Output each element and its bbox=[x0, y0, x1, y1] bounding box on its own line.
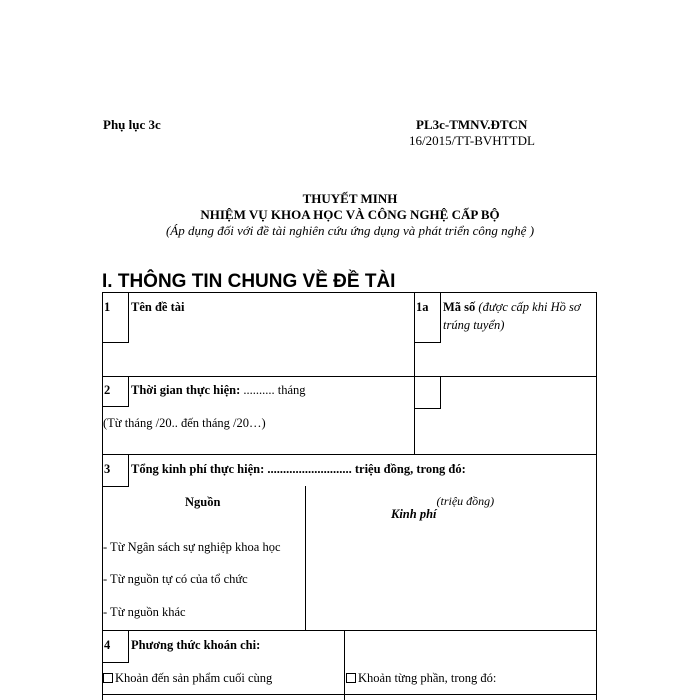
table-border bbox=[102, 662, 129, 663]
row-number: 4 bbox=[104, 638, 111, 652]
budget-header-text: Kinh phí bbox=[391, 507, 437, 521]
doc-subtitle: NHIỆM VỤ KHOA HỌC VÀ CÔNG NGHỆ CẤP BỘ bbox=[200, 207, 500, 222]
table-border bbox=[414, 408, 441, 409]
form-code: PL3c-TMNV.ĐTCN bbox=[416, 117, 528, 132]
total-budget-field bbox=[131, 462, 466, 477]
source-item: - Từ Ngân sách sự nghiệp khoa học bbox=[103, 540, 281, 554]
topic-name-label: Tên đề tài bbox=[131, 300, 185, 314]
table-border bbox=[102, 454, 597, 455]
budget-column-header bbox=[391, 494, 495, 521]
table-border bbox=[305, 486, 306, 630]
source-item: - Từ nguồn tự có của tổ chức bbox=[103, 572, 248, 586]
table-border bbox=[128, 630, 129, 662]
duration-value: .......... tháng bbox=[240, 383, 306, 397]
table-border bbox=[440, 292, 441, 342]
table-border bbox=[414, 292, 415, 454]
option-partial-label: Khoản từng phần, trong đó: bbox=[358, 671, 497, 685]
duration-range: (Từ tháng /20.. đến tháng /20…) bbox=[103, 416, 266, 430]
row-number: 1a bbox=[416, 300, 429, 314]
code-label-text: Mã số bbox=[443, 300, 476, 314]
row-number: 1 bbox=[104, 300, 111, 314]
table-border bbox=[344, 630, 345, 700]
doc-scope-note: (Áp dụng đối với đề tài nghiên cứu ứng dụng và phát triển công nghệ ) bbox=[165, 223, 535, 238]
code-note: (được cấp khi Hồ sơ bbox=[478, 300, 581, 314]
source-column-header: Nguồn bbox=[185, 495, 221, 509]
section-heading: I. THÔNG TIN CHUNG VỀ ĐỀ TÀI bbox=[102, 271, 396, 292]
option-final-product[interactable] bbox=[103, 671, 272, 686]
circular-number: 16/2015/TT-BVHTTDL bbox=[409, 133, 535, 148]
table-border bbox=[596, 292, 597, 700]
table-border bbox=[440, 376, 441, 408]
payment-method-label: Phương thức khoán chi: bbox=[131, 638, 261, 652]
checkbox-icon[interactable] bbox=[346, 673, 356, 683]
option-final-product-label: Khoản đến sản phẩm cuối cùng bbox=[115, 671, 273, 685]
table-border bbox=[102, 694, 597, 695]
total-budget-label: Tổng kinh phí thực hiện: bbox=[131, 462, 265, 476]
table-border bbox=[102, 406, 129, 407]
row-number: 3 bbox=[104, 462, 111, 476]
doc-title: THUYẾT MINH bbox=[302, 191, 398, 206]
row-number: 2 bbox=[104, 383, 111, 397]
appendix-label: Phụ lục 3c bbox=[103, 117, 161, 132]
code-note-cont: trúng tuyển) bbox=[443, 318, 505, 332]
table-border bbox=[128, 454, 129, 486]
option-partial[interactable] bbox=[346, 671, 496, 686]
table-border bbox=[128, 376, 129, 406]
table-border bbox=[102, 292, 597, 293]
duration-field bbox=[131, 383, 306, 398]
table-border bbox=[414, 342, 441, 343]
table-border bbox=[102, 292, 103, 700]
table-border bbox=[102, 376, 597, 377]
checkbox-icon[interactable] bbox=[103, 673, 113, 683]
total-budget-value: ........................... triệu đồng, trong đó: bbox=[264, 462, 466, 476]
source-item: - Từ nguồn khác bbox=[103, 605, 186, 619]
duration-label: Thời gian thực hiện: bbox=[131, 383, 241, 397]
table-border bbox=[102, 630, 597, 631]
code-label bbox=[443, 300, 581, 315]
table-border bbox=[102, 342, 129, 343]
table-border bbox=[102, 486, 129, 487]
table-border bbox=[128, 292, 129, 342]
budget-header-unit: (triệu đồng) bbox=[436, 494, 495, 508]
